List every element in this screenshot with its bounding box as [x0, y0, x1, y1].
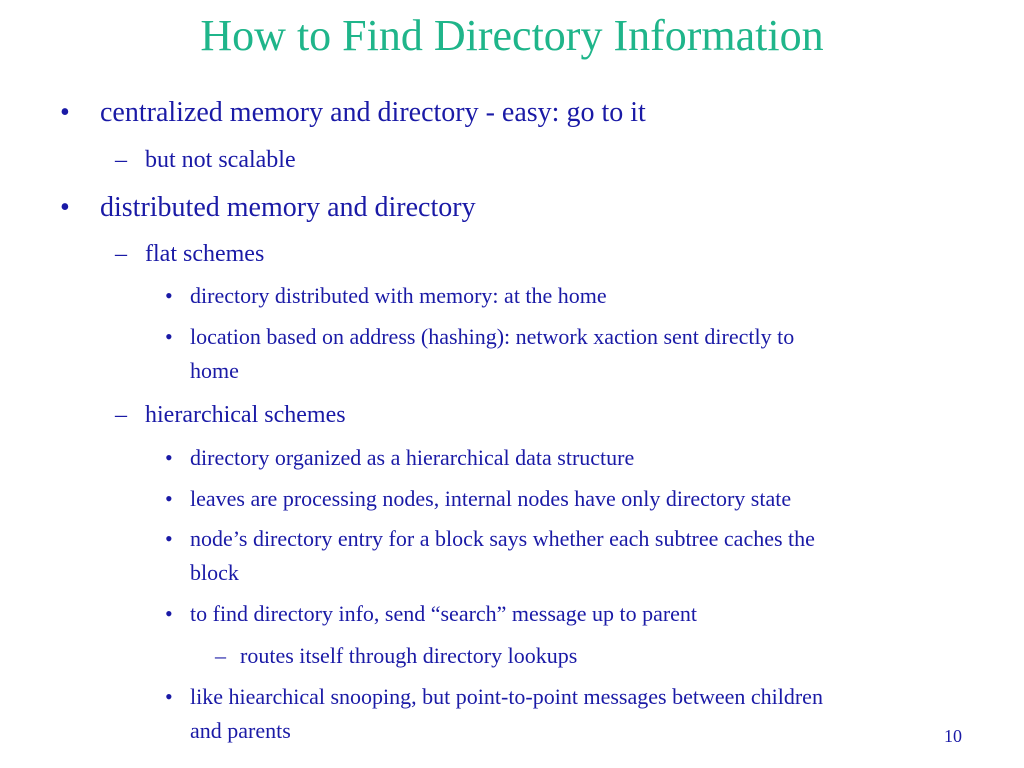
- sub-sub-bullet-item: [165, 482, 1005, 516]
- sub-bullet-text: hierarchical schemes: [145, 402, 346, 428]
- sub-sub-bullet-text-continued: home: [190, 358, 239, 383]
- sub-sub-bullet-item: [165, 441, 1005, 475]
- dash-icon: –: [215, 643, 226, 668]
- bullet-item: [60, 191, 1000, 225]
- sub-sub-bullet-text: location based on address (hashing): network xaction sent directly to: [190, 324, 795, 349]
- dash-icon: –: [115, 147, 127, 173]
- bullet-icon: •: [165, 684, 173, 709]
- sub-sub-bullet-item: [165, 279, 1005, 313]
- sub-bullet-text: but not scalable: [145, 147, 296, 173]
- sub-sub-bullet-text: leaves are processing nodes, internal nodes have only directory state: [190, 486, 792, 511]
- sub-bullet-item: [115, 145, 995, 175]
- sub-bullet-text: flat schemes: [145, 241, 265, 267]
- sub-bullet-item: [115, 400, 995, 430]
- sub-sub-bullet-text: directory distributed with memory: at the home: [190, 283, 607, 308]
- sub-sub-bullet-text: node’s directory entry for a block says whether each subtree caches the: [190, 526, 815, 551]
- sub-sub-bullet-item: [165, 680, 1010, 748]
- sub-sub-bullet-text: directory organized as a hierarchical data structure: [190, 445, 635, 470]
- bullet-icon: •: [165, 486, 173, 511]
- slide-title: How to Find Directory Information: [200, 11, 824, 60]
- bullet-icon: •: [60, 192, 70, 223]
- bullet-icon: •: [165, 526, 173, 551]
- bullet-text: centralized memory and directory - easy: go to it: [100, 97, 646, 128]
- sub-sub-bullet-text-continued: block: [190, 560, 239, 585]
- bullet-text: distributed memory and directory: [100, 192, 476, 223]
- sub-sub-bullet-text: to find directory info, send “search” message up to parent: [190, 601, 698, 626]
- page-number: 10: [944, 726, 962, 746]
- dash-icon: –: [115, 402, 127, 428]
- sub-sub-bullet-item: [165, 522, 1005, 590]
- level-four-bullet-text: routes itself through directory lookups: [240, 643, 578, 668]
- sub-sub-bullet-text: like hiearchical snooping, but point-to-point messages between children: [190, 684, 823, 709]
- sub-sub-bullet-item: [165, 597, 1005, 631]
- bullet-icon: •: [165, 283, 173, 308]
- bullet-icon: •: [60, 97, 70, 128]
- dash-icon: –: [115, 241, 127, 267]
- bullet-icon: •: [165, 445, 173, 470]
- sub-sub-bullet-item: [165, 320, 1005, 388]
- level-four-bullet-item: [215, 641, 1005, 671]
- bullet-icon: •: [165, 601, 173, 626]
- sub-bullet-item: [115, 239, 995, 269]
- sub-sub-bullet-text-continued: and parents: [190, 718, 291, 743]
- bullet-icon: •: [165, 324, 173, 349]
- bullet-item: [60, 96, 1000, 130]
